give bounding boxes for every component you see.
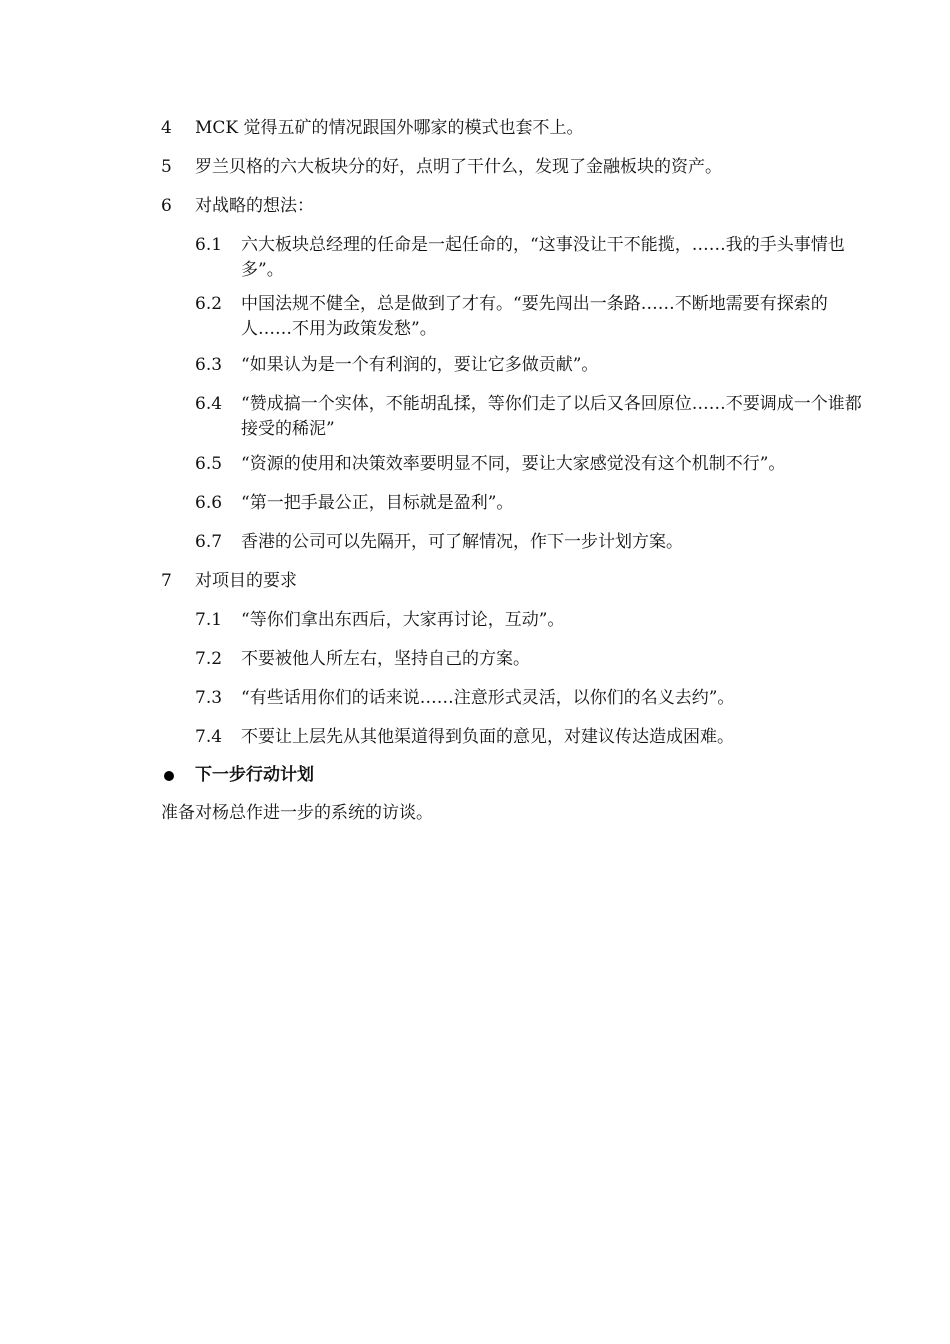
section-heading: 下一步行动计划 bbox=[195, 765, 314, 785]
item-number: 4 bbox=[161, 118, 172, 138]
item-number: 7.2 bbox=[195, 649, 223, 669]
item-text: 不要被他人所左右，坚持自己的方案。 bbox=[241, 649, 530, 669]
item-text: “第一把手最公正，目标就是盈利”。 bbox=[241, 493, 514, 513]
item-number: 6.5 bbox=[195, 454, 223, 474]
item-text: 对项目的要求 bbox=[195, 571, 297, 591]
item-number: 6 bbox=[161, 196, 172, 216]
item-text: “资源的使用和决策效率要明显不同，要让大家感觉没有这个机制不行”。 bbox=[241, 454, 786, 474]
next-steps-paragraph: 准备对杨总作进一步的系统的访谈。 bbox=[161, 803, 433, 823]
item-text: 对战略的想法： bbox=[195, 196, 314, 216]
item-text: 六大板块总经理的任命是一起任命的，“这事没让干不能揽，……我的手头事情也多”。 bbox=[241, 235, 845, 280]
item-text: “赞成搞一个实体，不能胡乱揉，等你们走了以后又各回原位……不要调成一个谁都接受的稀泥” bbox=[241, 394, 862, 439]
item-text: 中国法规不健全，总是做到了才有。“要先闯出一条路……不断地需要有探索的人……不用为政策发愁”。 bbox=[241, 294, 828, 339]
item-text: “等你们拿出东西后，大家再讨论，互动”。 bbox=[241, 610, 565, 630]
item-number: 7.1 bbox=[195, 610, 223, 630]
item-number: 6.3 bbox=[195, 355, 223, 375]
item-number: 6.1 bbox=[195, 235, 223, 255]
item-text: “如果认为是一个有利润的，要让它多做贡献”。 bbox=[241, 355, 599, 375]
item-text: MCK 觉得五矿的情况跟国外哪家的模式也套不上。 bbox=[195, 118, 584, 138]
item-number: 7.4 bbox=[195, 727, 223, 747]
item-text: “有些话用你们的话来说……注意形式灵活，以你们的名义去约”。 bbox=[241, 688, 735, 708]
item-number: 7 bbox=[161, 571, 172, 591]
item-number: 5 bbox=[161, 157, 172, 177]
item-number: 7.3 bbox=[195, 688, 223, 708]
item-number: 6.2 bbox=[195, 294, 223, 314]
item-text: 香港的公司可以先隔开，可了解情况，作下一步计划方案。 bbox=[241, 532, 683, 552]
item-number: 6.4 bbox=[195, 394, 223, 414]
item-text: 罗兰贝格的六大板块分的好，点明了干什么，发现了金融板块的资产。 bbox=[195, 157, 722, 177]
item-number: 6.6 bbox=[195, 493, 223, 513]
item-text: 不要让上层先从其他渠道得到负面的意见，对建议传达造成困难。 bbox=[241, 727, 734, 747]
item-number: 6.7 bbox=[195, 532, 223, 552]
bullet-icon bbox=[164, 771, 174, 781]
